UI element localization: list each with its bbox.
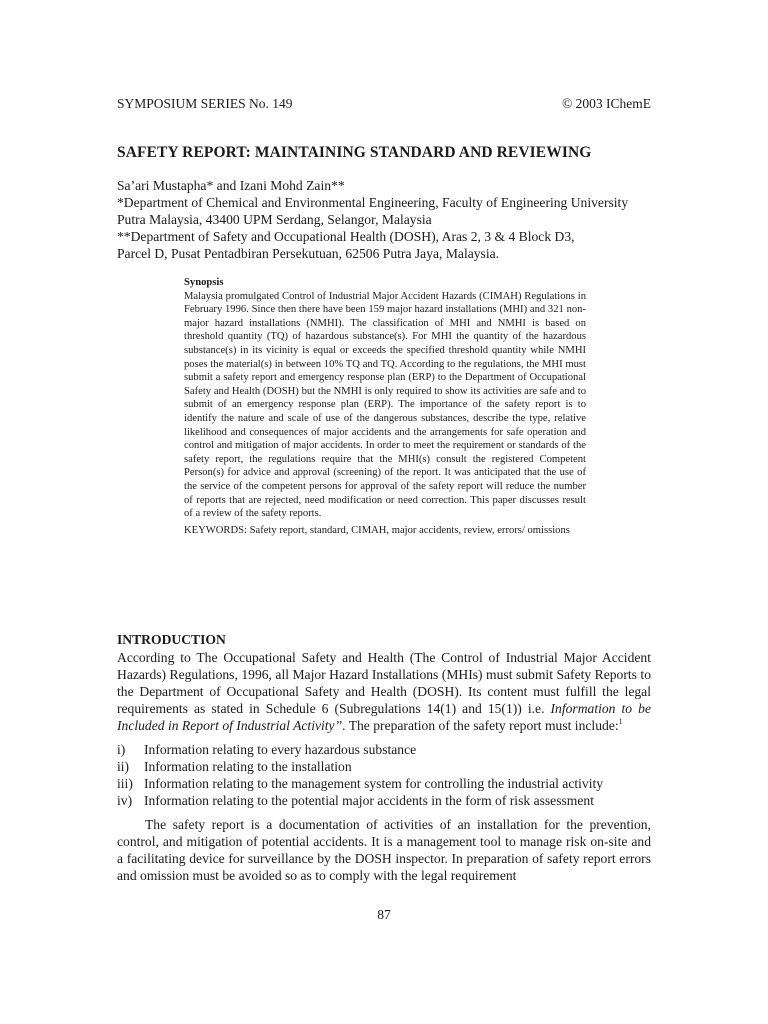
page-number: 87 [377, 907, 391, 922]
list-item [117, 758, 651, 775]
list-item [117, 792, 651, 809]
running-header [117, 95, 651, 113]
affiliation-2-line-2: Parcel D, Pusat Pentadbiran Persekutuan, 62506 Putra Jaya, Malaysia. [117, 246, 500, 261]
affiliation-1-line-1: *Department of Chemical and Environmental Engineering, Faculty of Engineering University [117, 195, 629, 210]
paper-title: SAFETY REPORT: MAINTAINING STANDARD AND REVIEWING [117, 144, 592, 161]
author-names: Sa’ari Mustapha* and Izani Mohd Zain** [117, 178, 345, 193]
affiliation-2-line-1: **Department of Safety and Occupational Health (DOSH), Aras 2, 3 & 4 Block D3, [117, 229, 575, 244]
intro-p1-italic: Information to be Included in Report of Industrial Activity” [117, 701, 651, 733]
list-item [117, 775, 651, 792]
list-item-text: Information relating to the management system for controlling the industrial activity [144, 776, 604, 791]
list-item-marker: iv) [117, 793, 133, 808]
author-block [117, 177, 651, 262]
requirements-list [117, 741, 651, 809]
introduction-heading: INTRODUCTION [117, 632, 226, 647]
list-item [117, 741, 651, 758]
introduction-section [117, 631, 651, 884]
synopsis-heading: Synopsis [184, 277, 224, 288]
intro-p1-text-a: According to The Occupational Safety and Health (The Control of Industrial Major Accident Hazards) Regulations, 1996, all Major Hazard Installations (MHIs) must submit Safety Reports to the Department of Occupational Safety and Health (DOSH). Its content must fulfill the legal requirements as stated in Schedule 6 (Subregulations 14(1) and 15(1)) i.e. [117, 650, 651, 716]
footnote-marker: 1 [618, 717, 623, 726]
document-page [117, 0, 651, 1024]
synopsis-body: Malaysia promulgated Control of Industrial Major Accident Hazards (CIMAH) Regulations in February 1996. Since then there have been 159 major hazard installations (MHI) and 321 non-major hazard installations (NMHI). The classification of MHI and NMHI is based on threshold quantity (TQ) of hazardous substance(s). For MHI the quantity of the hazardous substance(s) in its vicinity is equal or exceeds the specified threshold quantity while NMHI poses the material(s) in between 10% TQ and TQ. According to the regulations, the MHI must submit a safety report and emergency response plan (ERP) to the Department of Occupational Safety and Health (DOSH) but the NMHI is only required to show its activities are safe and to submit of an emergency response plan (ERP). The importance of the safety report is to identify the nature and scale of use of the dangerous substances, describe the type, relative likelihood and consequences of major accidents and the arrangements for safe operation and control and mitigation of major accidents. In order to meet the requirement or standards of the safety report, the regulations require that the MHI(s) consult the registered Competent Person(s) for advice and approval (screening) of the report. It was anticipated that the use of the service of the competent persons for approval of the safety report will reduce the number of reports that are rejected, need modification or need correction. This paper discusses result of a review of the safety reports. [184, 290, 586, 520]
list-item-text: Information relating to every hazardous substance [144, 742, 417, 757]
list-item-marker: iii) [117, 776, 133, 791]
intro-p1-text-b: . The preparation of the safety report must include: [342, 718, 619, 733]
introduction-paragraph-2: The safety report is a documentation of activities of an installation for the prevention, control, and mitigation of potential accidents. It is a management tool to manage risk on-site and a facilitating device for surveillance by the DOSH inspector. In preparation of safety report errors and omission must be avoided so as to comply with the legal requirement [117, 817, 651, 883]
affiliation-1-line-2: Putra Malaysia, 43400 UPM Serdang, Selangor, Malaysia [117, 212, 432, 227]
series-label: SYMPOSIUM SERIES No. 149 [117, 96, 293, 111]
introduction-paragraph-1 [117, 649, 651, 734]
synopsis-block [184, 276, 586, 537]
list-item-text: Information relating to the installation [144, 759, 352, 774]
list-item-text: Information relating to the potential major accidents in the form of risk assessment [144, 793, 594, 808]
copyright-label: © 2003 IChemE [562, 96, 651, 111]
keywords: KEYWORDS: Safety report, standard, CIMAH, major accidents, review, errors/ omissions [184, 524, 570, 536]
list-item-marker: i) [117, 742, 126, 757]
list-item-marker: ii) [117, 759, 130, 774]
